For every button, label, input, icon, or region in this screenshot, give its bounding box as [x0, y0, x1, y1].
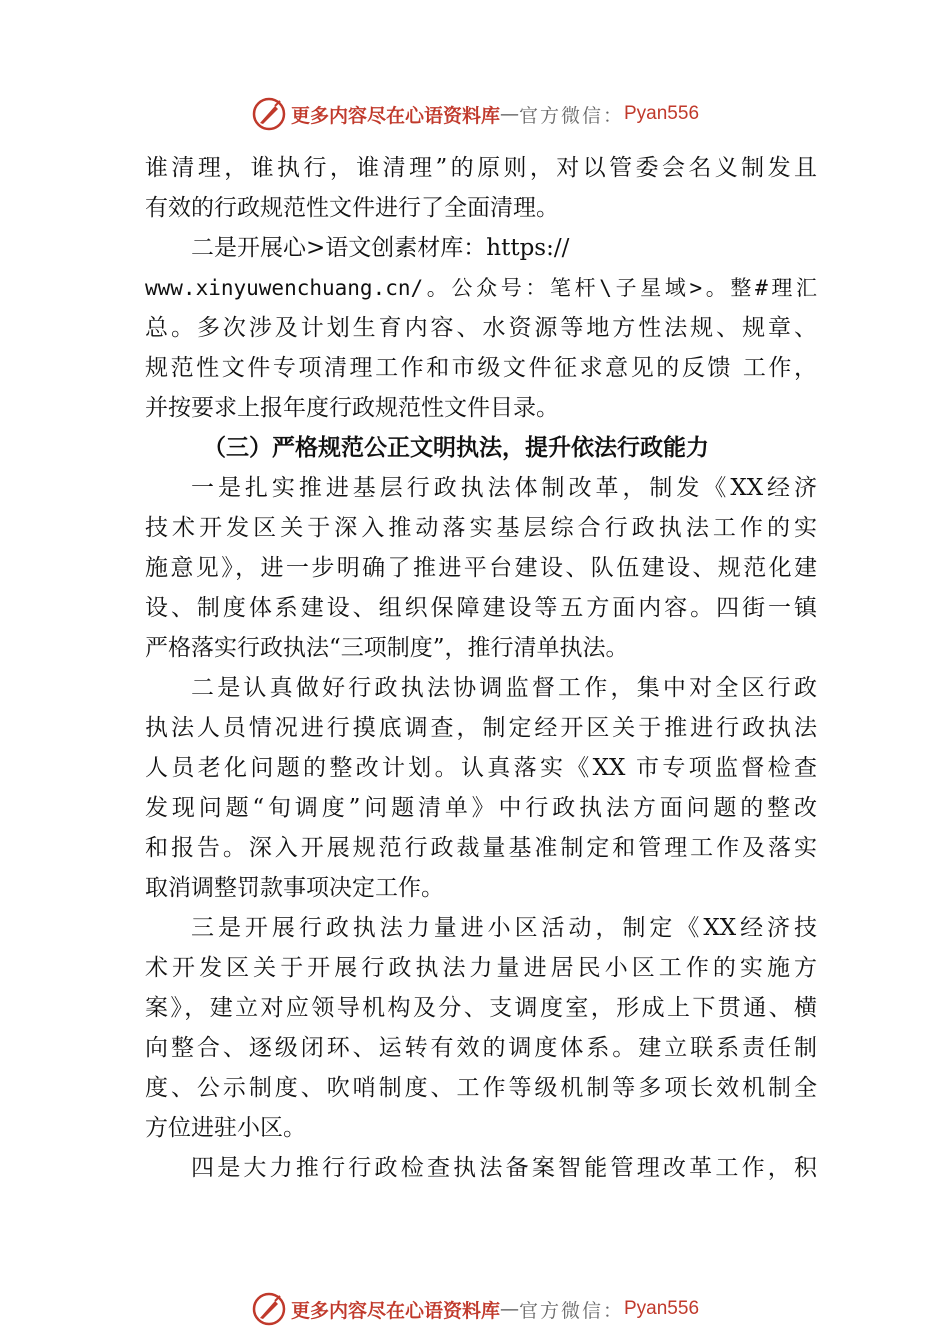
document-body [145, 148, 817, 1188]
text-line: 取消调整罚款事项决定工作。 [145, 875, 444, 901]
text-line: 向整合、逐级闭环、运转有效的调度体系。建立联系责任制 [145, 1035, 817, 1061]
banner-wechat-label: 官方微信： [518, 104, 624, 127]
banner-wechat-label: 官方微信： [518, 1299, 624, 1322]
text-line: 设、制度体系建设、组织保障建设等五方面内容。四街一镇 [145, 595, 817, 621]
text-line: 方位进驻小区。 [145, 1115, 306, 1141]
text-line: 规范性文件专项清理工作和市级文件征求意见的反馈 工作， [145, 355, 817, 381]
text-line: 有效的行政规范性文件进行了全面清理。 [145, 195, 559, 221]
text-line: 和报告。深入开展规范行政裁量基准制定和管理工作及落实 [145, 835, 817, 861]
text-line: 人员老化问题的整改计划。认真落实《XX 市专项监督检查 [145, 755, 817, 781]
text-line: www.xinyuwenchuang.cn/。公众号：笔杆\子星域>。整#理汇 [145, 276, 817, 300]
banner-wechat-id: Pyan556 [624, 1298, 700, 1319]
banner-brand-text: 更多内容尽在心语资料库 [290, 1299, 500, 1322]
text-line: 四是大力推行行政检查执法备案智能管理改革工作，积 [191, 1155, 817, 1181]
text-line: 施意见》，进一步明确了推进平台建设、队伍建设、规范化建 [145, 555, 817, 581]
text-line: 一是扎实推进基层行政执法体制改革，制发《XX经济 [191, 475, 817, 501]
footer-banner [0, 1289, 950, 1329]
text-line: 三是开展行政执法力量进小区活动，制定《XX经济技 [191, 915, 817, 941]
text-line: 严格落实行政执法“三项制度”，推行清单执法。 [145, 635, 629, 661]
text-line: 案》，建立对应领导机构及分、支调度室，形成上下贯通、横 [145, 995, 817, 1021]
text-line: 执法人员情况进行摸底调查，制定经开区关于推进行政执法 [145, 715, 817, 741]
banner-dash: — [499, 103, 519, 125]
text-line: 二是认真做好行政执法协调监督工作，集中对全区行政 [191, 675, 817, 701]
banner-dash: — [499, 1298, 519, 1320]
text-line: 总。多次涉及计划生育内容、水资源等地方性法规、规章、 [145, 315, 817, 341]
text-line: 二是开展心>语文创素材库：https:// [191, 235, 570, 261]
text-line: 技术开发区关于深入推动落实基层综合行政执法工作的实 [145, 515, 817, 541]
quill-logo-icon [251, 1291, 287, 1327]
text-line: 谁清理，谁执行，谁清理”的原则，对以管委会名义制发且 [145, 155, 817, 181]
banner-brand-text: 更多内容尽在心语资料库 [290, 104, 500, 127]
text-line: 发现问题“旬调度”问题清单》中行政执法方面问题的整改 [145, 795, 817, 821]
text-line: 并按要求上报年度行政规范性文件目录。 [145, 395, 559, 421]
quill-logo-icon [251, 96, 287, 132]
banner-wechat-id: Pyan556 [624, 103, 700, 124]
section-heading: （三）严格规范公正文明执法，提升依法行政能力 [203, 434, 709, 461]
text-line: 度、公示制度、吹哨制度、工作等级机制等多项长效机制全 [145, 1075, 817, 1101]
header-banner [0, 94, 950, 134]
text-line: 术开发区关于开展行政执法力量进居民小区工作的实施方 [145, 955, 817, 981]
